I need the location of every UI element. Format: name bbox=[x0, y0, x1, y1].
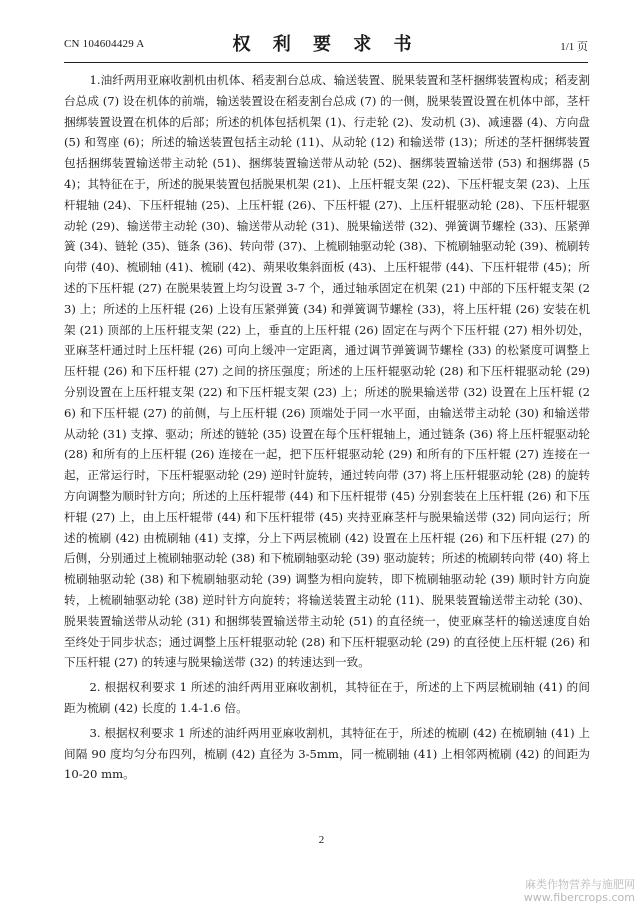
claim-3: 3. 根据权利要求 1 所述的油纤两用亚麻收割机，其特征在于，所述的梳刷 (42) 在梳刷轴 (41) 上间隔 90 度均匀分布四列，梳刷 (42) 直径为 3-5mm，同一梳刷轴 (41) 上相邻两梳刷 (42) 的间距为 10-20 mm。 bbox=[64, 725, 590, 782]
claim-1: 1.油纤两用亚麻收割机由机体、稻麦割台总成、输送装置、脱果装置和茎杆捆绑装置构成；稻麦割台总成 (7) 设在机体的前端，输送装置设在稻麦割台总成 (7) 的一侧，脱果装置设置在机体中部，茎杆捆绑装置设置在机体的后部；所述的机体包括机架 (1)、行走轮 (2)、发动机 (3)、减速器 (4)、方向盘 (5) 和驾座 (6)；所述的输送装置包括主动轮 (11)、从动轮 (12) 和输送带 (13)；所述的茎杆捆绑装置包括捆绑装置输送带主动轮 (51)、捆绑装置输送带从动轮 (52)、捆绑装置输送带 (53) 和捆绑器 (54)；其特征在于，所述的脱果装置包括脱果机架 (21)、上压杆辊支架 (22)、下压杆辊支架 (23)、上压杆辊轴 (24)、下压杆辊轴 (25)、上压杆辊 (26)、下压杆辊 (27)、上压杆辊驱动轮 (28)、下压杆辊驱动轮 (29)、输送带主动轮 (30)、输送带从动轮 (31)、脱果输送带 (32)、弹簧调节螺栓 (33)、压紧弹簧 (34)、链轮 (35)、链条 (36)、转向带 (37)、上梳刷轴驱动轮 (38)、下梳刷轴驱动轮 (39)、梳刷转向带 (40)、梳刷轴 (41)、梳刷 (42)、蒴果收集斜面板 (43)、上压杆辊带 (44)、下压杆辊带 (45)；所述的下压杆辊 (27) 在脱果装置上均匀设置 3-7 个，通过轴承固定在机架 (21) 中部的下压杆辊支架 (23) 上；所述的上压杆辊 (26) 上设有压紧弹簧 (34) 和弹簧调节螺栓 (33)，将上压杆辊 (26) 安装在机架 (21) 顶部的上压杆辊支架 (22) 上，垂直的上压杆辊 (26) 固定在与两个下压杆辊 (27) 相外切处，亚麻茎杆通过时上压杆辊 (26) 可向上缓冲一定距离，通过调节弹簧调节螺栓 (33) 的松紧度可调整上压杆辊 (26) 和下压杆辊 (27) 之间的挤压强度；所述的上压杆辊驱动轮 (28) 和下压杆辊驱动轮 (29) 分别设置在上压杆辊支架 (22) 和下压杆辊支架 (23) 上；所述的脱果输送带 (32) 设置在上压杆辊 (26) 和下压杆辊 (27) 的前侧，与上压杆辊 (26) 顶端处于同一水平面，由输送带主动轮 (30) 和输送带从动轮 (31) 支撑、驱动；所述的链轮 (35) 设置在每个压杆辊轴上，通过链条 (36) 将上压杆辊驱动轮 (28) 和所有的上压杆辊 (26) 连接在一起，把下压杆辊驱动轮 (29) 和所有的下压杆辊 (27) 连接在一起，正常运行时，下压杆辊驱动轮 (29) 逆时针旋转，通过转向带 (37) 将上压杆辊驱动轮 (28) 的旋转方向调整为顺时针方向；所述的上压杆辊带 (44) 和下压杆辊带 (45) 分别套装在上压杆辊 (26) 和下压杆辊 (27) 上，由上压杆辊带 (44) 和下压杆辊带 (45) 夹持亚麻茎杆与脱果输送带 (32) 同向运行；所述的梳刷 (42) 由梳刷轴 (41) 支撑，分上下两层梳刷 (42) 设置在上压杆辊 (26) 和下压杆辊 (27) 的后侧，分别通过上梳刷轴驱动轮 (38) 和下梳刷轴驱动轮 (39) 驱动旋转；所述的梳刷转向带 (40) 将上梳刷轴驱动轮 (38) 和下梳刷轴驱动轮 (39) 调整为相向旋转，即下梳刷轴驱动轮 (39) 顺时针方向旋转，上梳刷轴驱动轮 (38) 逆时针方向旋转；将输送装置主动轮 (11)、脱果装置输送带主动轮 (30)、脱果装置输送带从动轮 (31) 和捆绑装置输送带主动轮 (51) 的直径统一，使亚麻茎杆的输送速度自始至终处于同步状态；通过调整上压杆辊驱动轮 (28) 和下压杆辊驱动轮 (29) 的直径使上压杆辊 (26) 和下压杆辊 (27) 的转速与脱果输送带 (32) 的转速达到一致。 bbox=[64, 73, 590, 670]
page-header bbox=[64, 24, 588, 58]
page-number: 2 bbox=[318, 834, 325, 846]
watermark-url: www.fibercrops.com bbox=[523, 891, 635, 904]
claims-body bbox=[64, 70, 590, 789]
header-rule bbox=[64, 62, 588, 63]
page-indicator: 1/1 页 bbox=[560, 41, 588, 53]
watermark-text: 麻类作物营养与施肥网 bbox=[525, 878, 635, 891]
watermark bbox=[524, 878, 635, 904]
publication-number: CN 104604429 A bbox=[64, 38, 145, 50]
claim-2: 2. 根据权利要求 1 所述的油纤两用亚麻收割机，其特征在于，所述的上下两层梳刷轴 (41) 的间距为梳刷 (42) 长度的 1.4-1.6 倍。 bbox=[64, 680, 590, 715]
document-title: 权 利 要 求 书 bbox=[232, 34, 420, 55]
